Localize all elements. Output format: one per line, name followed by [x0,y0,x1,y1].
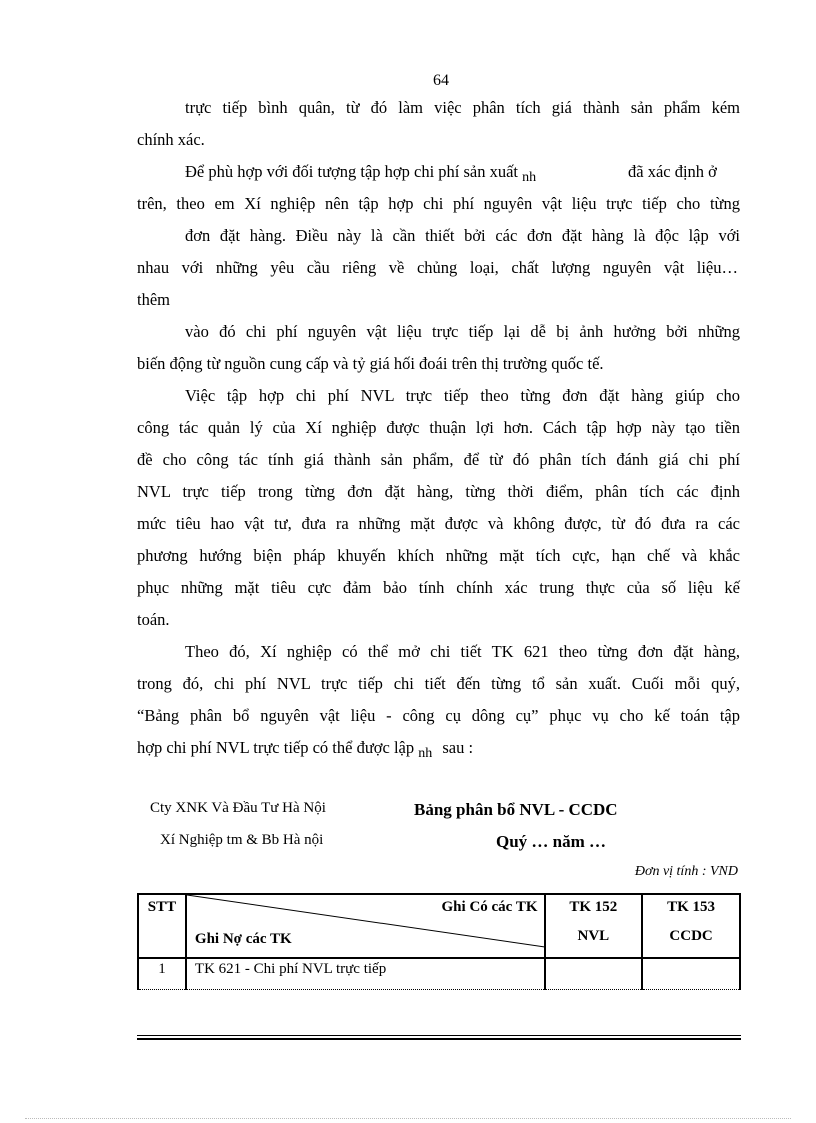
paragraph-line: chính xác. [137,130,205,149]
paragraph-line: phương hướng biện pháp khuyến khích những mặt tích cực, hạn chế và khắc [137,546,740,565]
paragraph-line: đã xác định ở [628,162,717,181]
paragraph-line [137,738,473,760]
header-stt: STT [138,894,186,958]
table-title: Bảng phân bổ NVL - CCDC [414,800,618,819]
header-tk153-label: CCDC [669,928,713,944]
table-period: Quý … năm … [496,832,607,851]
header-tk152 [545,894,643,958]
fragment-nh: nh [522,170,537,185]
header-tk152-code: TK 152 [569,899,618,915]
paragraph-line [185,162,536,184]
paragraph-line: mức tiêu hao vật tư, đưa ra những mặt được và không được, từ đó đưa ra các [137,514,740,533]
row-ccdc [642,958,740,990]
paragraph-line: thêm [137,290,170,309]
paragraph-line: “Bảng phân bổ nguyên vật liệu - công cụ dông cụ” phục vụ cho kế toán tập [137,706,740,725]
footer-rule-bottom [137,1038,741,1040]
paragraph-line: NVL trực tiếp trong từng đơn đặt hàng, từng thời điểm, phân tích các định [137,482,740,501]
page-number: 64 [433,72,449,89]
diagonal-top-label: Ghi Có các TK [441,899,538,915]
paragraph-line: toán. [137,610,170,629]
paragraph-line: đề cho công tác tính giá thành sản phẩm, để từ đó phân tích đánh giá chi phí [137,450,740,469]
table-header-row [138,894,740,958]
branch-name: Xí Nghiệp tm & Bb Hà nội [160,832,324,848]
fragment-nh: nh [418,746,433,761]
header-diagonal-cell [186,894,545,958]
allocation-table [137,893,741,990]
paragraph-line: đơn đặt hàng. Điều này là cần thiết bởi các đơn đặt hàng là độc lập với [185,226,740,245]
row-account: TK 621 - Chi phí NVL trực tiếp [186,958,545,990]
page-bottom-dots [25,1118,791,1119]
paragraph-line: biến động từ nguồn cung cấp và tỷ giá hối đoái trên thị trường quốc tế. [137,354,604,373]
paragraph-line: vào đó chi phí nguyên vật liệu trực tiếp lại dễ bị ảnh hưởng bởi những [185,322,740,341]
header-tk153-code: TK 153 [667,899,716,915]
diagonal-bottom-label: Ghi Nợ các TK [194,931,292,947]
paragraph-line: trực tiếp bình quân, từ đó làm việc phân tích giá thành sản phẩm kém [185,98,740,117]
paragraph-text: Để phù hợp với đối tượng tập hợp chi phí sản xuất [185,162,519,181]
row-stt: 1 [138,958,186,990]
footer-rule-top [137,1035,741,1036]
table-row [138,958,740,990]
paragraph-line: công tác quản lý của Xí nghiệp được thuận lợi hơn. Cách tập hợp này tạo tiền [137,418,740,437]
row-nvl [545,958,643,990]
unit-label: Đơn vị tính : VND [634,864,738,879]
paragraph-line: trong đó, chi phí NVL trực tiếp chi tiết đến từng tổ sản xuất. Cuối mỗi quý, [137,674,740,693]
paragraph-line: Việc tập hợp chi phí NVL trực tiếp theo từng đơn đặt hàng giúp cho [185,386,740,405]
paragraph-line: trên, theo em Xí nghiệp nên tập hợp chi phí nguyên vật liệu trực tiếp cho từng [137,194,740,213]
paragraph-text: sau : [442,738,474,757]
header-tk153 [642,894,740,958]
paragraph-line: phục những mặt tiêu cực đảm bảo tính chính xác trung thực của số liệu kế [137,578,740,597]
paragraph-line: Theo đó, Xí nghiệp có thể mở chi tiết TK 621 theo từng đơn đặt hàng, [185,642,740,661]
header-tk152-label: NVL [577,928,610,944]
paragraph-text: hợp chi phí NVL trực tiếp có thể được lập [137,738,415,757]
company-name: Cty XNK Và Đầu Tư Hà Nội [150,800,326,816]
paragraph-line: nhau với những yêu cầu riêng về chủng loại, chất lượng nguyên vật liệu… [137,258,738,277]
